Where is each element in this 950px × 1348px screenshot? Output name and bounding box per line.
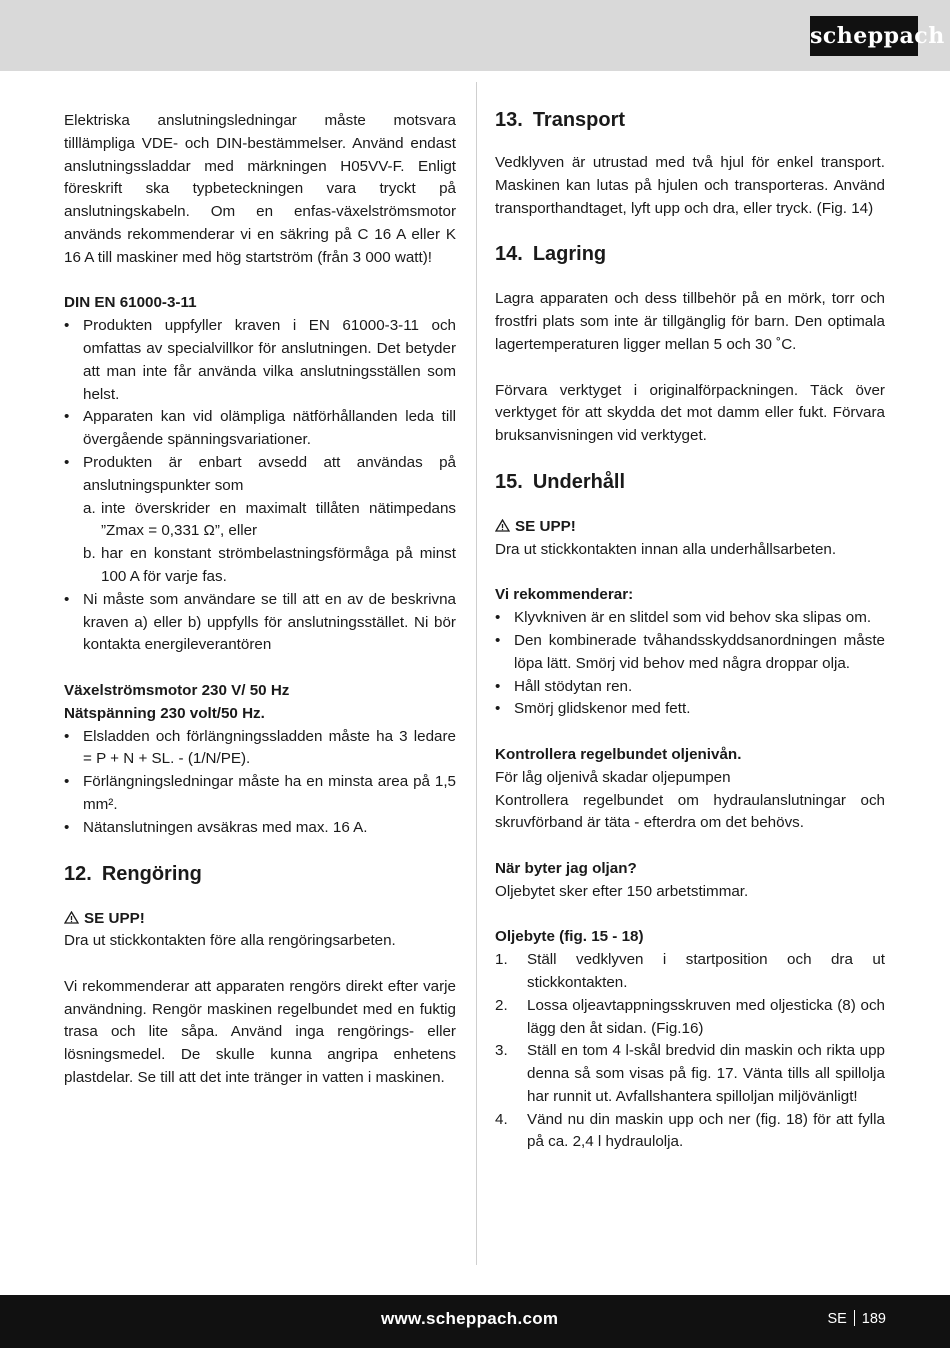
oil-level-line-2: Kontrollera regelbundet om hydraulanslutningar och skruvförband är täta - efterdra om det behövs. (495, 791, 885, 832)
list-item: • Nätanslutningen avsäkras med max. 16 A. (64, 817, 456, 840)
list-item: • Klyvkniven är en slitdel som vid behov ska slipas om. (495, 607, 885, 630)
oil-level-line-1: För låg oljenivå skadar oljepumpen (495, 768, 731, 786)
oil-steps-heading: Oljebyte (fig. 15 - 18) (495, 928, 644, 946)
column-divider (476, 82, 477, 1265)
step-item: 1. Ställ vedklyven i startposition och dra ut stickkontakten. (495, 951, 885, 991)
right-column (495, 110, 885, 1154)
motor-list (64, 726, 456, 840)
storage-paragraph-1: Lagra apparaten och dess tillbehör på en mörk, torr och frostfri plats som inte är tillgänglig för barn. Den optimala lagertemperaturen ligger mellan 5 och 30 ˚C. (495, 290, 885, 353)
sublist-item: b. har en konstant strömbelastningsförmåga på minst 100 A för varje fas. (83, 545, 456, 585)
oil-change-heading: När byter jag oljan? (495, 859, 637, 877)
warning-label: SE UPP! (64, 908, 456, 931)
oil-steps-list (495, 949, 885, 1154)
list-item: • Ni måste som användare se till att en av de beskrivna kraven a) eller b) uppfylls för anslutningsstället. Ni bör kontakta energileverantören (64, 589, 456, 657)
list-item: • Elsladden och förlängningssladden måste ha 3 ledare = P + N + SL. - (1/N/PE). (64, 726, 456, 772)
section-15-heading: 15. Underhåll (495, 470, 626, 493)
list-item: • Smörj glidskenor med fett. (495, 698, 885, 721)
warning-text: Dra ut stickkontakten före alla rengöringsarbeten. (64, 932, 396, 950)
oil-level-heading: Kontrollera regelbundet oljenivån. (495, 745, 742, 763)
step-item: 3. Ställ en tom 4 l-skål bredvid din maskin och rikta upp denna så som visas på fig. 17. Vänta tills all spillolja har runnit ut. Avfallshantera spilloljan miljövänligt! (495, 1042, 885, 1105)
warning-triangle-icon (495, 519, 510, 532)
list-item (64, 452, 456, 589)
motor-heading-1: Växelströmsmotor 230 V/ 50 Hz (64, 681, 290, 699)
left-column (64, 110, 456, 1090)
recommend-heading: Vi rekommenderar: (495, 586, 634, 604)
din-heading: DIN EN 61000-3-11 (64, 294, 197, 312)
warning-text: Dra ut stickkontakten innan alla underhållsarbeten. (495, 540, 837, 558)
storage-paragraph-2: Förvara verktyget i originalförpackningen. Täck över verktyget för att skydda det mot damm eller fukt. Förvara bruksanvisningen vid verktyget. (495, 381, 885, 445)
step-item: 2. Lossa oljeavtappningsskruven med oljesticka (8) och lägg den åt sidan. (Fig.16) (495, 996, 885, 1037)
motor-heading-2: Nätspänning 230 volt/50 Hz. (64, 704, 265, 722)
din-list (64, 315, 456, 657)
warning-triangle-icon (64, 911, 79, 924)
list-item-text: Produkten är enbart avsedd att användas på anslutningspunkter som (83, 453, 456, 494)
section-13-heading: 13. Transport (495, 109, 626, 131)
oil-change-text: Oljebytet sker efter 150 arbetstimmar. (495, 882, 749, 900)
step-item: 4. Vänd nu din maskin upp och ner (fig. 18) för att fylla på ca. 2,4 l hydraulolja. (495, 1110, 885, 1151)
header-bar (0, 0, 950, 71)
list-item: • Förlängningsledningar måste ha en minsta area på 1,5 mm². (64, 771, 456, 817)
footer-bar (0, 1295, 950, 1348)
section-14-heading: 14. Lagring (495, 243, 607, 266)
section-12-heading: 12. Rengöring (64, 862, 202, 885)
list-item: • Produkten uppfyller kraven i EN 61000-3-11 och omfattas av specialvillkor för anslutningen. Det betyder att man inte får använda vilka anslutningsställen som helst. (64, 315, 456, 406)
recommend-list (495, 607, 885, 721)
page-number: SE 189 (827, 1311, 886, 1327)
list-item: • Håll stödytan ren. (495, 676, 885, 699)
cleaning-paragraph: Vi rekommenderar att apparaten rengörs direkt efter varje användning. Rengör maskinen regelbundet med en fuktig trasa och lite såpa. Använd inga rengörings- eller lösningsmedel. De skulle kunna angripa enhetens plastdelar. Se till att det inte tränger in vatten i maskinen. (64, 977, 456, 1087)
din-sublist (64, 498, 456, 589)
footer-url-link[interactable]: www.scheppach.com (381, 1309, 559, 1328)
list-item: • Apparaten kan vid olämpliga nätförhållanden leda till övergående spänningsvariationer. (64, 406, 456, 452)
transport-paragraph: Vedklyven är utrustad med två hjul för enkel transport. Maskinen kan lutas på hjulen och transporteras. Använd transporthandtaget, lyft upp och dra, eller tryck. (Fig. 14) (495, 154, 885, 217)
sublist-item: a. inte överskrider en maximalt tillåten nätimpedans ”Zmax = 0,331 Ω”, eller (83, 499, 456, 540)
warning-label: SE UPP! (495, 516, 885, 539)
brand-logo: scheppach (810, 16, 918, 56)
intro-paragraph: Elektriska anslutningsledningar måste motsvara tilllämpliga VDE- och DIN-bestämmelser. Använd endast anslutningssladdar med märkningen H05VV-F. Enligt föreskrift ska typbeteckningen vara tryckt på anslutningskabeln. Om en enfas-växelströmsmotor används rekommenderar vi en säkring på C 16 A eller K 16 A till maskiner med hög startström (från 3 000 watt)! (64, 112, 456, 266)
list-item: • Den kombinerade tvåhandsskyddsanordningen måste löpa lätt. Smörj vid behov med några droppar olja. (495, 630, 885, 676)
